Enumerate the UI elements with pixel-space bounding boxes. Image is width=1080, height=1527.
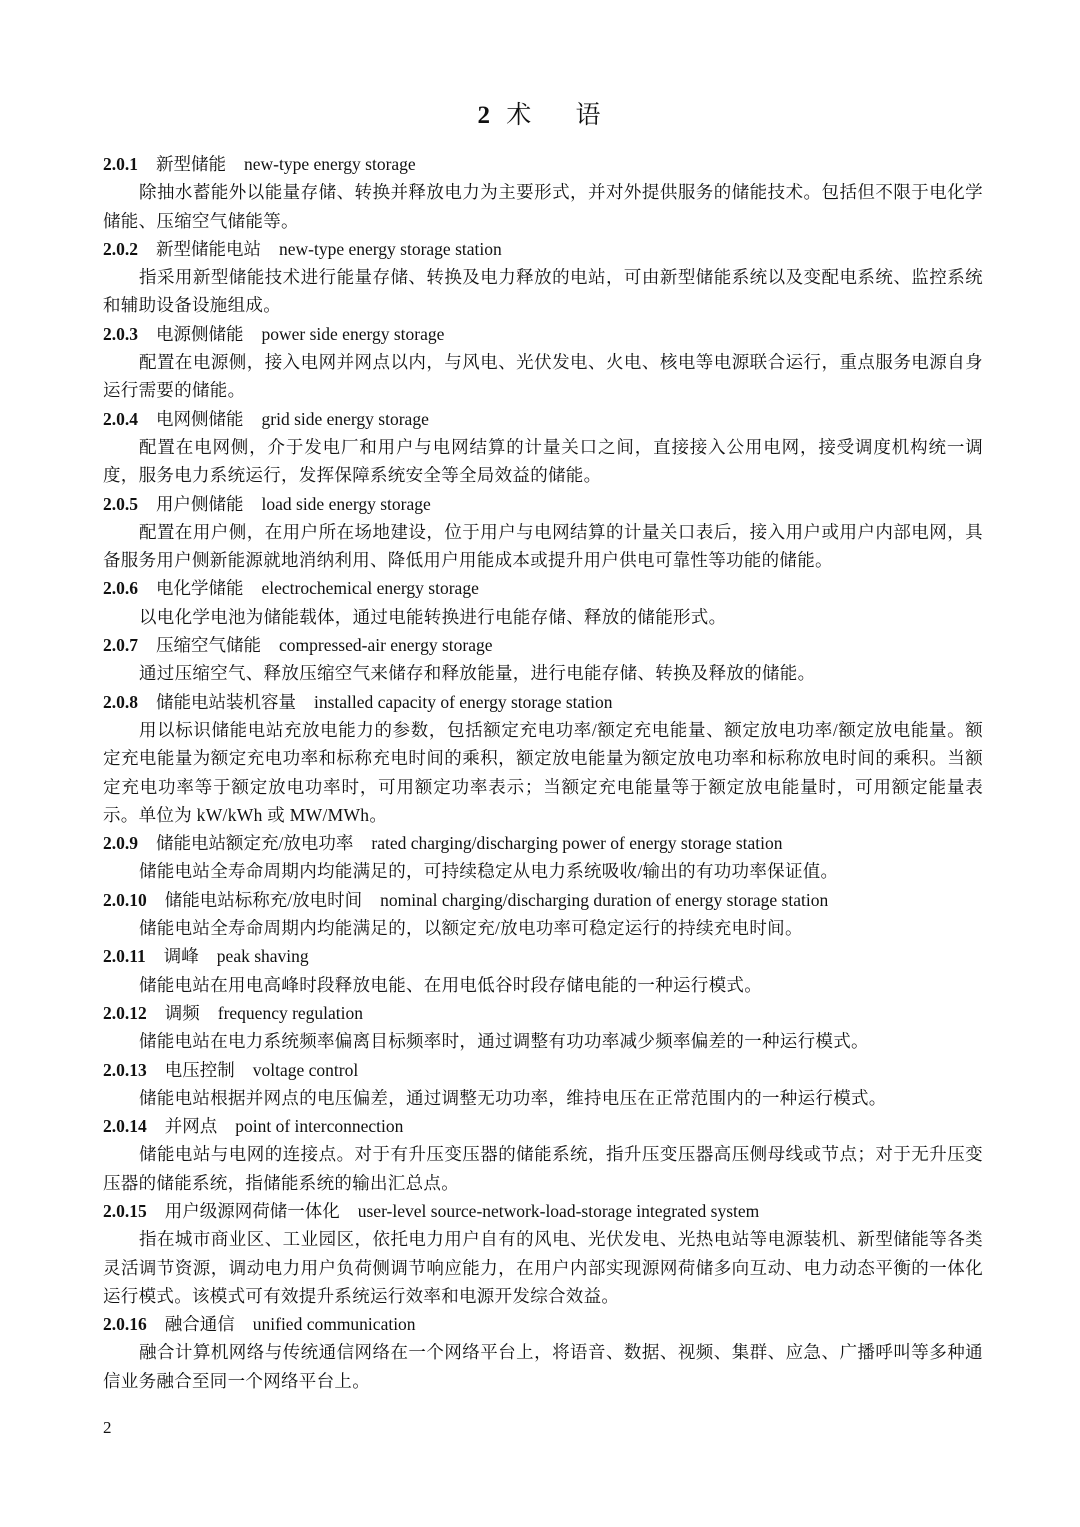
chapter-number: 2 [477,102,492,129]
term-heading [103,1056,983,1084]
term-definition: 配置在电网侧，介于发电厂和用户与电网结算的计量关口之间，直接接入公用电网，接受调度机构统一调度，服务电力系统运行，发挥保障系统安全等全局效益的储能。 [103,436,983,486]
term-chinese: 用户级源网荷储一体化 [164,1200,340,1221]
term-definition: 储能电站全寿命周期内均能满足的，可持续稳定从电力系统吸收/输出的有功功率保证值。 [139,861,839,882]
term-heading [103,490,983,518]
term-heading [103,574,983,602]
term-heading [103,631,983,659]
term-heading [103,150,983,178]
term-entry [103,631,983,688]
term-english: point of interconnection [235,1116,404,1137]
term-number: 2.0.10 [103,889,147,910]
term-heading [103,320,983,348]
terms-list [103,150,983,1395]
term-chinese: 电源侧储能 [156,323,244,344]
term-number: 2.0.5 [103,493,138,514]
term-chinese: 融合通信 [164,1314,235,1335]
term-chinese: 调峰 [163,946,199,967]
term-entry [103,942,983,999]
term-entry [103,574,983,631]
term-chinese: 储能电站装机容量 [156,691,296,712]
term-entry [103,320,983,405]
term-definition: 指在城市商业区、工业园区，依托电力用户自有的风电、光伏发电、光热电站等电源装机、新型储能等各类灵活调节资源，调动电力用户负荷侧调节响应能力，在用户内部实现源网荷储多向互动、电力动态平衡的一体化运行模式。该模式可有效提升系统运行效率和电源开发综合效益。 [103,1229,983,1306]
term-chinese: 用户侧储能 [156,493,244,514]
term-number: 2.0.13 [103,1059,147,1080]
term-chinese: 新型储能 [156,154,226,174]
term-heading [103,942,983,970]
term-entry [103,886,983,943]
term-definition: 除抽水蓄能外以能量存储、转换并释放电力为主要形式，并对外提供服务的储能技术。包括但不限于电化学储能、压缩空气储能等。 [103,182,983,231]
term-english: load side energy storage [261,493,431,514]
term-entry [103,235,983,320]
chapter-title-char-1: 术 [506,102,534,129]
term-number: 2.0.12 [103,1002,147,1023]
term-number: 2.0.11 [103,946,146,967]
term-english: electrochemical energy storage [261,578,479,599]
term-definition: 储能电站在电力系统频率偏离目标频率时，通过调整有功功率减少频率偏差的一种运行模式。 [139,1031,869,1052]
term-english: voltage control [252,1059,359,1080]
term-chinese: 储能电站标称充/放电时间 [164,889,363,910]
term-english: new-type energy storage [244,154,416,174]
term-english: user-level source-network-load-storage integrated system [357,1200,760,1221]
term-number: 2.0.3 [103,323,138,344]
term-heading [103,1197,983,1225]
term-definition: 指采用新型储能技术进行能量存储、转换及电力释放的电站，可由新型储能系统以及变配电系统、监控系统和辅助设备设施组成。 [103,267,983,316]
term-heading [103,688,983,716]
term-number: 2.0.2 [103,238,138,259]
term-english: grid side energy storage [261,408,429,429]
term-number: 2.0.9 [103,833,138,854]
term-heading [103,405,983,433]
term-english: rated charging/discharging power of energy storage station [371,833,783,854]
term-heading [103,829,983,857]
term-chinese: 并网点 [164,1116,218,1137]
term-english: new-type energy storage station [279,238,502,259]
term-heading [103,235,983,263]
term-number: 2.0.6 [103,578,138,599]
term-chinese: 电化学储能 [156,578,244,599]
term-definition: 配置在电源侧，接入电网并网点以内，与风电、光伏发电、火电、核电等电源联合运行，重点服务电源自身运行需要的储能。 [103,352,983,401]
term-english: nominal charging/discharging duration of energy storage station [380,889,829,910]
term-definition: 配置在用户侧，在用户所在场地建设，位于用户与电网结算的计量关口表后，接入用户或用户内部电网，具备服务用户侧新能源就地消纳利用、降低用户用能成本或提升用户供电可靠性等功能的储能。 [103,521,983,571]
term-number: 2.0.1 [103,154,138,174]
term-number: 2.0.15 [103,1200,147,1221]
chapter-title-char-2: 语 [575,102,603,129]
term-heading [103,999,983,1027]
page-number: 2 [103,1418,112,1437]
term-entry [103,405,983,490]
term-number: 2.0.8 [103,691,138,712]
term-chinese: 新型储能电站 [156,238,261,259]
term-chinese: 压缩空气储能 [156,635,261,656]
page-title [0,96,1080,136]
term-definition: 储能电站在用电高峰时段释放电能、在用电低谷时段存储电能的一种运行模式。 [139,974,762,995]
term-number: 2.0.16 [103,1314,147,1335]
term-entry [103,1056,983,1113]
term-definition: 储能电站根据并网点的电压偏差，通过调整无功功率，维持电压在正常范围内的一种运行模式。 [139,1087,887,1108]
term-definition: 以电化学电池为储能载体，通过电能转换进行电能存储、释放的储能形式。 [139,606,727,627]
term-entry [103,829,983,886]
term-chinese: 电网侧储能 [156,408,244,429]
term-entry [103,490,983,575]
term-entry [103,688,983,829]
term-entry [103,1197,983,1310]
term-chinese: 储能电站额定充/放电功率 [156,833,354,854]
term-english: peak shaving [216,946,309,967]
term-number: 2.0.7 [103,635,138,656]
term-number: 2.0.4 [103,408,138,429]
term-english: installed capacity of energy storage station [314,691,613,712]
term-entry [103,150,983,235]
term-english: unified communication [252,1314,416,1335]
term-chinese: 电压控制 [164,1059,235,1080]
term-definition: 通过压缩空气、释放压缩空气来储存和释放能量，进行电能存储、转换及释放的储能。 [139,663,816,684]
term-definition: 用以标识储能电站充放电能力的参数，包括额定充电功率/额定充电能量、额定放电功率/额定放电能量。额定充电能量为额定充电功率和标称充电时间的乘积，额定放电能量为额定放电功率和标称放电时间的乘积。当额定充电功率等于额定放电功率时，可用额定功率表示；当额定充电能量等于额定放电能量时，可用额定能量表示。单位为 kW/kWh 或 MW/MWh。 [103,719,983,825]
term-heading [103,886,983,914]
term-definition: 融合计算机网络与传统通信网络在一个网络平台上，将语音、数据、视频、集群、应急、广播呼叫等多种通信业务融合至同一个网络平台上。 [103,1342,983,1391]
term-definition: 储能电站全寿命周期内均能满足的，以额定充/放电功率可稳定运行的持续充电时间。 [139,918,803,939]
term-entry [103,1112,983,1197]
term-definition: 储能电站与电网的连接点。对于有升压变压器的储能系统，指升压变压器高压侧母线或节点；对于无升压变压器的储能系统，指储能系统的输出汇总点。 [103,1144,983,1193]
term-heading [103,1310,983,1338]
term-english: compressed-air energy storage [279,635,493,656]
term-english: power side energy storage [261,323,445,344]
term-entry [103,1310,983,1395]
term-heading [103,1112,983,1140]
term-number: 2.0.14 [103,1116,147,1137]
term-chinese: 调频 [164,1002,200,1023]
term-english: frequency regulation [217,1002,364,1023]
term-entry [103,999,983,1056]
